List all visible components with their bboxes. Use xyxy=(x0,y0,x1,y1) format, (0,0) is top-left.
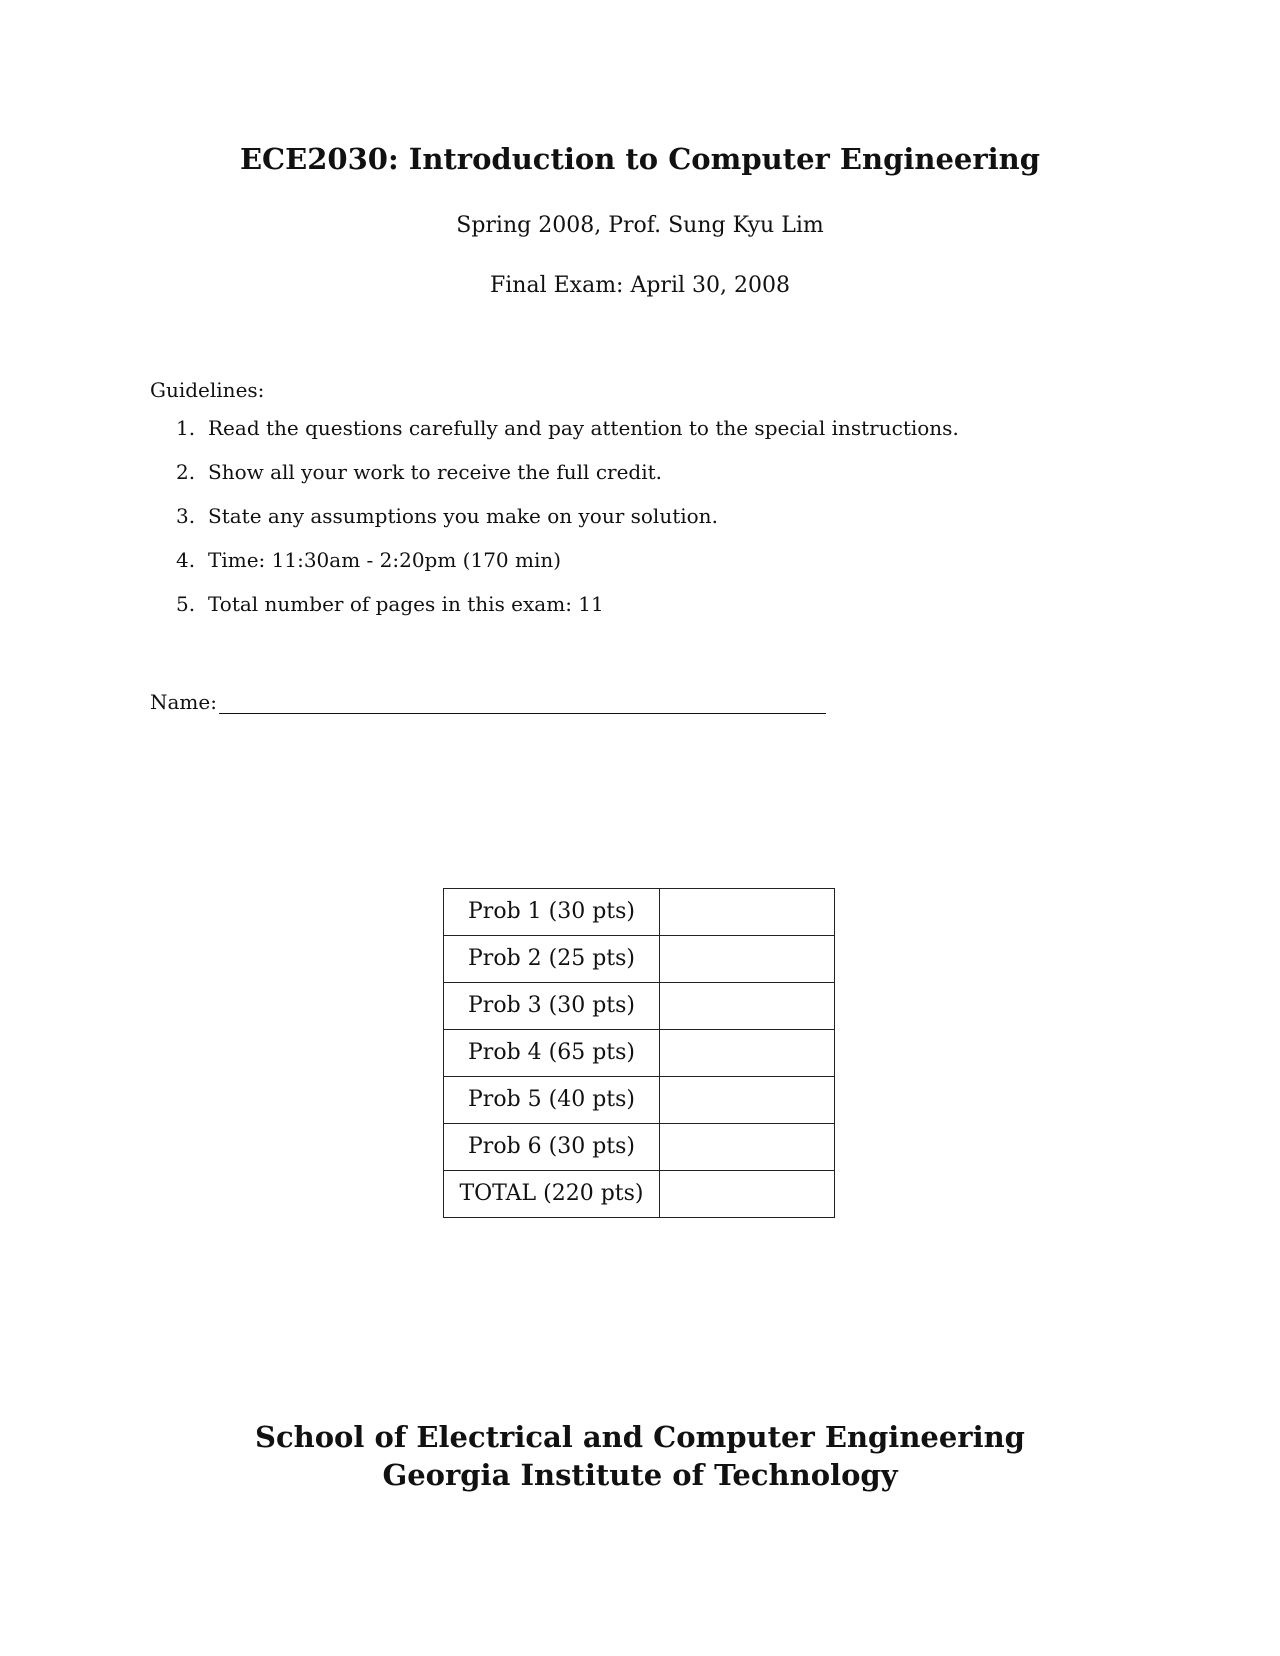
guideline-text: State any assumptions you make on your solution. xyxy=(208,504,718,528)
semester-instructor: Spring 2008, Prof. Sung Kyu Lim xyxy=(456,213,824,238)
guideline-text: Time: 11:30am - 2:20pm (170 min) xyxy=(208,548,562,572)
table-row xyxy=(444,983,835,1030)
guideline-number: 5. xyxy=(176,592,196,616)
score-cell[interactable] xyxy=(660,936,835,983)
problem-label: Prob 1 (30 pts) xyxy=(444,889,660,936)
guideline-number: 4. xyxy=(176,548,196,572)
name-field-row xyxy=(150,690,826,714)
guidelines-list xyxy=(176,416,959,636)
score-cell[interactable] xyxy=(660,1030,835,1077)
guideline-number: 3. xyxy=(176,504,196,528)
guideline-number: 2. xyxy=(176,460,196,484)
total-score-cell[interactable] xyxy=(660,1171,835,1218)
table-row xyxy=(444,889,835,936)
name-blank-line[interactable] xyxy=(219,691,826,714)
school-name: School of Electrical and Computer Engineering xyxy=(255,1420,1025,1454)
score-cell[interactable] xyxy=(660,1077,835,1124)
table-row xyxy=(444,936,835,983)
table-row xyxy=(444,1077,835,1124)
problem-label: Prob 4 (65 pts) xyxy=(444,1030,660,1077)
score-cell[interactable] xyxy=(660,889,835,936)
guideline-text: Show all your work to receive the full credit. xyxy=(208,460,663,484)
guideline-text: Read the questions carefully and pay attention to the special instructions. xyxy=(208,416,959,440)
exam-date: Final Exam: April 30, 2008 xyxy=(490,273,790,298)
problem-label: Prob 3 (30 pts) xyxy=(444,983,660,1030)
guideline-item xyxy=(176,416,959,460)
table-row xyxy=(444,1171,835,1218)
exam-title: ECE2030: Introduction to Computer Engineering xyxy=(239,142,1041,176)
name-label: Name: xyxy=(150,690,217,714)
score-cell[interactable] xyxy=(660,983,835,1030)
guideline-item xyxy=(176,548,959,592)
guidelines-heading: Guidelines: xyxy=(150,378,265,402)
problem-label: Prob 5 (40 pts) xyxy=(444,1077,660,1124)
table-row xyxy=(444,1030,835,1077)
problem-label: Prob 6 (30 pts) xyxy=(444,1124,660,1171)
total-label: TOTAL (220 pts) xyxy=(444,1171,660,1218)
guideline-item xyxy=(176,504,959,548)
guideline-item xyxy=(176,460,959,504)
guideline-number: 1. xyxy=(176,416,196,440)
guideline-item xyxy=(176,592,959,636)
problem-label: Prob 2 (25 pts) xyxy=(444,936,660,983)
table-row xyxy=(444,1124,835,1171)
institution-footer xyxy=(0,1418,1280,1494)
institute-name: Georgia Institute of Technology xyxy=(382,1458,898,1492)
score-cell[interactable] xyxy=(660,1124,835,1171)
score-table xyxy=(443,888,835,1218)
guideline-text: Total number of pages in this exam: 11 xyxy=(208,592,604,616)
